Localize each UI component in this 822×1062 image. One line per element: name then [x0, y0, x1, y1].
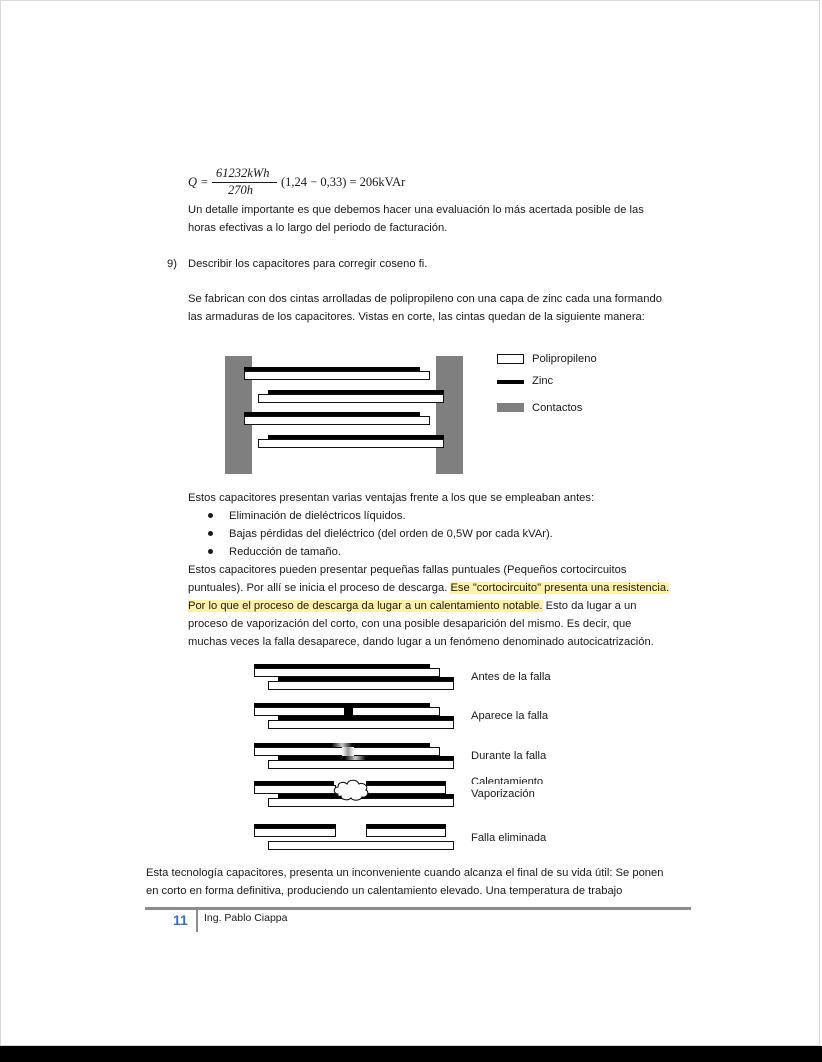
contacts-swatch [497, 403, 524, 412]
zinc-swatch [497, 380, 524, 384]
stage-label: Vaporización [471, 788, 535, 800]
advantage-item: Eliminación de dieléctricos líquidos. [229, 510, 406, 522]
bottom-bar [0, 1046, 822, 1062]
advantages-intro: Estos capacitores presentan varias ventajas frente a los que se empleaban antes: [188, 492, 595, 504]
stage-label: Durante la falla [471, 750, 547, 762]
paragraph-line [188, 597, 636, 615]
fault-short-circuit [344, 707, 353, 716]
item-heading: Describir los capacitores para corregir coseno fi. [188, 258, 428, 270]
paragraph-line: en corto en forma definitiva, produciendo un calentamiento elevado. Una temperatura de trabajo [146, 885, 623, 897]
paragraph-line [188, 579, 669, 597]
capacitive-power-formula [188, 166, 448, 198]
paragraph-line: Se fabrican con dos cintas arrolladas de polipropileno con una capa de zinc cada una formando [188, 293, 662, 305]
formula-denominator: 270h [228, 183, 253, 197]
page-number: 11 [173, 912, 188, 928]
formula-lhs: Q = [188, 175, 209, 189]
right-contact [436, 356, 463, 474]
formula-rhs: (1,24 − 0,33) = 206kVAr [281, 175, 406, 189]
advantage-item: Bajas pérdidas del dieléctrico (del orden de 0,5W por cada kVAr). [229, 528, 553, 540]
paragraph-line: muchas veces la falla desaparece, dando lugar a un fenómeno denominado autocicatrización. [188, 636, 654, 648]
paragraph-line: Un detalle importante es que debemos hacer una evaluación lo más acertada posible de las [188, 204, 644, 216]
highlighted-text: Ese "cortocircuito" presenta una resistencia. [450, 582, 670, 594]
footer-separator [196, 910, 198, 932]
fault-glow [342, 747, 354, 756]
paragraph-line: horas efectivas a lo largo del periodo de facturación. [188, 222, 448, 234]
stage-label: Aparece la falla [471, 710, 549, 722]
polypropylene-layer [268, 720, 454, 729]
bullet-icon [208, 549, 213, 554]
legend-label: Polipropileno [532, 353, 597, 365]
polypropylene-layer [258, 439, 444, 448]
polypropylene-layer [268, 841, 454, 850]
polypropylene-layer [254, 668, 440, 677]
paragraph-text: Esto da lugar a un [542, 600, 637, 612]
polypropylene-layer [244, 371, 430, 380]
polypropylene-layer [258, 394, 444, 403]
item-number: 9) [167, 258, 177, 270]
paragraph-line: proceso de vaporización del corto, con una posible desaparición del mismo. Es decir, que [188, 618, 632, 630]
polypropylene-layer [254, 785, 336, 794]
advantage-item: Reducción de tamaño. [229, 546, 341, 558]
bullet-icon [208, 513, 213, 518]
polypropylene-layer [366, 828, 446, 837]
polypropylene-layer [366, 785, 446, 794]
stage-label: Calentamiento [471, 776, 544, 784]
stage-label: Falla eliminada [471, 832, 547, 844]
legend-label: Zinc [532, 375, 554, 387]
polypropylene-swatch [497, 354, 524, 364]
vapor-cloud-icon [332, 778, 370, 802]
paragraph-line: Esta tecnología capacitores, presenta un inconveniente cuando alcanza el final de su vida útil: Se ponen [146, 867, 664, 879]
paragraph-line: Estos capacitores pueden presentar pequeñas fallas puntuales (Pequeños cortocircuitos [188, 564, 627, 576]
polypropylene-layer [244, 416, 430, 425]
formula-numerator: 61232kWh [216, 166, 270, 180]
stage-label: Antes de la falla [471, 671, 551, 683]
polypropylene-layer [254, 828, 336, 837]
polypropylene-layer [268, 681, 454, 690]
polypropylene-layer [268, 760, 454, 769]
footer-author: Ing. Pablo Ciappa [204, 912, 288, 924]
paragraph-line: las armaduras de los capacitores. Vistas en corte, las cintas quedan de la siguiente manera: [188, 311, 645, 323]
paragraph-text: puntuales). Por allí se inicia el proceso de descarga. [188, 582, 451, 594]
highlighted-text: Por lo que el proceso de descarga da lugar a un calentamiento notable. [188, 600, 543, 612]
legend-label: Contactos [532, 402, 583, 414]
bullet-icon [208, 531, 213, 536]
